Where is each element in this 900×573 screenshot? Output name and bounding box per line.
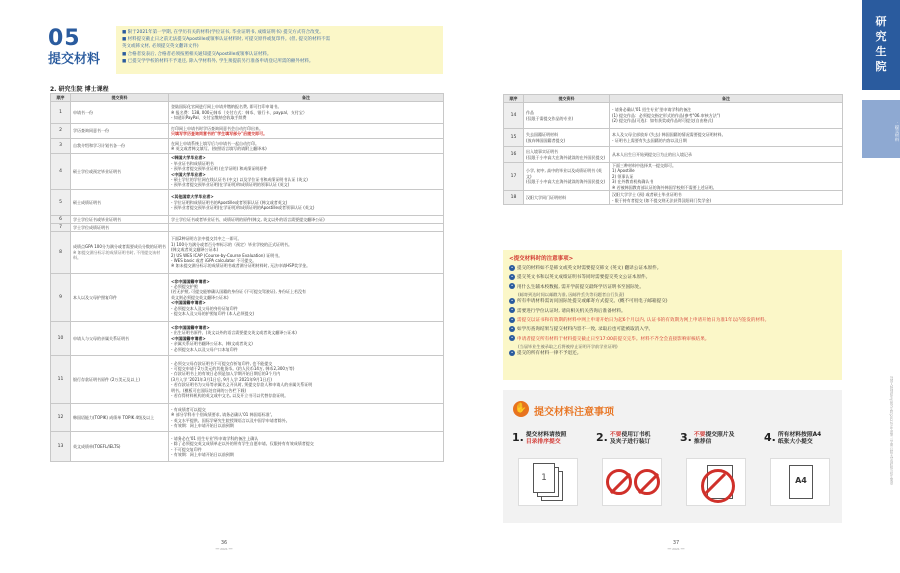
row-number: 7: [51, 224, 71, 232]
remark-line: - 硕士学位的学位网在线认证书 (中文) 以及学位证书和成绩证明书认证 (英文): [171, 176, 308, 182]
remark-line: 下面2种证明方法中提交其中之一即可。: [171, 236, 242, 242]
attention-item: [509, 335, 836, 344]
row-number: 10: [51, 322, 71, 356]
side-tab-materials: · 提交材料: [862, 100, 900, 158]
remark-line: - 出生证明书原件、(英文以外的语言需要提交英文或者英文翻译公证本): [171, 330, 297, 336]
item-name: 硕士学位或预定毕业证明书: [73, 168, 121, 174]
rule-line1: 所有材料按照A4: [777, 432, 822, 438]
row-number: 17: [504, 163, 524, 191]
attention-item: [509, 297, 836, 306]
remark-line: - 必须提交本人及父母的身份证复印件: [171, 305, 238, 311]
materials-table-right: [503, 94, 843, 205]
item-cell: [524, 147, 610, 163]
rule-number: 3.: [680, 431, 692, 444]
rule-number: 2.: [596, 431, 608, 444]
row-number: 3: [51, 139, 71, 154]
remark-line: - 预毕业者提交预毕业证明(在学证明)和成绩证明的Apostille或者领事认证 (英文): [171, 205, 315, 211]
item-name: 申请人与父母的亲属关系证明书: [73, 335, 129, 341]
attention-box: [503, 250, 842, 380]
item-cell: [524, 163, 610, 191]
col-header-remarks: 备注: [610, 95, 843, 103]
remarks-cell: [169, 274, 444, 322]
col-header-no: 顺序: [504, 95, 524, 103]
remarks-cell: [169, 322, 444, 356]
attention-item: [509, 273, 836, 282]
remark-line: - 学位证明和成绩证明书的Apostille或者领事认证 (韩文或者英文): [171, 199, 288, 205]
item-line: (仅限于小中高大在海外就读的海外国民提交): [526, 179, 606, 185]
table-row: [51, 154, 444, 190]
item-line: (仅限于小中高大在海外就读的在外国民提交): [526, 154, 606, 160]
row-number: 12: [51, 404, 71, 432]
item-cell: [71, 224, 169, 232]
header-note: ■ 合格者发表后, 合格者必须按照相关通知提交Apostille或领事认证材料。: [122, 51, 272, 57]
row-number: 2: [51, 124, 71, 139]
row-number: 1: [51, 102, 71, 124]
attention-text: 申请者提交所有材料于材料提交截止日至17:00前提交完毕。材料不齐全会直接影响审核结果。: [517, 336, 710, 342]
row-number: 5: [51, 190, 71, 216]
rule-line2: 纸张大小提交: [777, 439, 813, 445]
item-cell: [71, 124, 169, 139]
item-name: 硕士成绩证明书: [73, 199, 101, 205]
remark-line: 2) US WES ICAP (Course-by-Course Evaluation) 证明书。: [171, 252, 283, 258]
a4-paper-icon: [770, 458, 830, 506]
table-subheading: 2. 研究生院 博士课程: [50, 86, 109, 93]
attention-text: 提交的材料如不是韩文或英文时需要提交韩文 (英文) 翻译公证本原件。: [517, 266, 662, 271]
side-vertical-text: 外国人特别招生(研究生院)2021学年度第一学期 汉阳大学国际处 招生简章: [889, 376, 893, 485]
header-notes-box: [116, 26, 443, 74]
row-number: 15: [504, 129, 524, 147]
attention-item: [509, 307, 836, 316]
a4-label: A4: [795, 476, 807, 485]
remark-line: - 必须提交护照: [171, 283, 198, 289]
remarks-cell: [169, 432, 444, 462]
remark-line: - 毕业证书和成绩证明书: [171, 160, 214, 166]
stacked-papers-icon: 1: [518, 458, 578, 506]
table-row: [504, 103, 843, 129]
remark-line: - 不可提交复印件: [171, 446, 202, 452]
item-name: 英文成绩单(TOEFL/IELTS): [73, 443, 121, 449]
row-number: 6: [51, 216, 71, 224]
rule-3: 3. 不要提交照片及 推荐信: [680, 432, 758, 446]
remark-line: 只填写学历查询同意书的"学生填写部分"后提交即可。: [171, 131, 268, 136]
item-line: 汉阳大学同门证明材料: [526, 194, 566, 200]
table-row: [51, 274, 444, 322]
attention-title: <提交材料时的注意事项>: [509, 256, 574, 262]
remark-line: - 有成绩者可以提交: [171, 406, 206, 412]
materials-table-left: [50, 93, 444, 462]
remark-line: - WES basic 或者 iGPA calculator 不可提交。: [171, 257, 257, 263]
item-line: 出入境事实证明书: [526, 149, 558, 155]
item-cell: [71, 322, 169, 356]
rule-line2: 目录排序提交: [525, 439, 561, 445]
remark-line: - 可提交申请于2万美元的其他货币。(约人民币14万, 韩币2,300万等): [171, 365, 295, 371]
no-photo-icon: [686, 458, 746, 506]
bullet-icon: •: [510, 297, 514, 303]
attention-text: 需提交以证书和有效期的材料中网上申请开始日为起6个月以内, 认证书的有效期为网上申请开始日为准1年以内签发的材料。: [517, 318, 770, 324]
remarks-cell: [610, 103, 843, 129]
rule-line2: 及夹子进行装订: [609, 439, 651, 445]
remark-line: 英文则必须提交英文翻译公证本): [171, 294, 229, 300]
remarks-cell: [610, 147, 843, 163]
remark-line: - 请务必确认'01 招生专业'里申请学科的备注: [612, 107, 692, 113]
remark-line: - 预毕业者提交预毕业证明(在学证明)和成绩证明的领事认证 (英文): [171, 182, 290, 188]
table-row: [504, 129, 843, 147]
item-note: ※ 如提交满分标示的成绩证明书时, 不用提交该材料。: [73, 249, 161, 261]
item-cell: [524, 129, 610, 147]
item-cell: [524, 103, 610, 129]
bullet-icon: •: [510, 273, 514, 279]
table-row: [51, 102, 444, 124]
remark-line: (韩文或者英文翻译公证本): [171, 247, 219, 253]
item-line: (仅限于需提交作品的专业): [526, 115, 574, 121]
attention-item: [509, 325, 836, 334]
remark-line: (若无护照, 可提交能够确认国籍的身份证 (不可提交驾驶证), 身份证上若没有: [171, 289, 307, 295]
remarks-cell: [610, 129, 843, 147]
remark-line: 1) Apostille: [612, 168, 635, 174]
attention-item: [509, 349, 836, 358]
remarks-cell: [169, 356, 444, 404]
attention-text: 提交的所有材料一律不予退还。: [517, 351, 582, 357]
remark-line: <中国国籍申请者>: [171, 335, 206, 341]
item-line: 作品: [526, 110, 534, 116]
item-name: 申请书一份: [73, 109, 93, 115]
page-number-left: 36: [220, 540, 228, 546]
item-cell: [524, 191, 610, 205]
remark-line: <非中国国籍申请者>: [171, 278, 210, 284]
attention-subnote: (当届毕业生被录取之后将被停止证明开学前学业证明): [518, 344, 618, 350]
remark-line: 汉阳大学学士 (预) 或者硕士毕业证明书: [612, 192, 682, 198]
remark-line: 登陆国际化官网进行网上申请并缴纳报名费, 即可打印申请书。: [171, 104, 282, 110]
remark-line: 3) 在外教育机构确认书: [612, 179, 654, 185]
remark-line: - 必须交父母存款证明书不可提交存折复印件, 也不能提交: [171, 360, 273, 366]
remark-line: - 英文水平提供。国际学研究生院授课语言以及中国学申请者除外。: [171, 417, 290, 423]
item-cell: [71, 432, 169, 462]
item-cell: [71, 232, 169, 274]
remark-line: - 有效期：网上申请开始日以前到期: [171, 451, 234, 457]
table-row: [51, 139, 444, 154]
table-row: [51, 224, 444, 232]
item-cell: [71, 216, 169, 224]
attention-subnote: (邮寄到达时间以邮戳为准, 因邮件丢失等问题者自行负责): [518, 292, 625, 298]
remarks-cell: [169, 232, 444, 274]
table-row: [51, 216, 444, 224]
remark-line: - 若存得材料机构的英文或中文名, 以及开立书可以代替存款证明。: [171, 393, 289, 399]
header-note: 英文或韩文材, 必须提交英文翻译文件): [122, 44, 199, 50]
table-row: [51, 356, 444, 404]
remark-line: <中国大学毕业者>: [171, 171, 206, 177]
attention-text: 需要进行学位认证时, 请向相关机关咨询后准备材料。: [517, 308, 626, 314]
remark-line: <非中国国籍申请者>: [171, 324, 210, 330]
table-row: [51, 232, 444, 274]
remark-line: 打印网上申请书时学历查询同意书会自动打印出来。: [171, 125, 263, 131]
remark-line: ※ 英文或者韩文填写。(按照语言填写的请附上翻译本): [171, 146, 267, 151]
item-cell: [71, 356, 169, 404]
page-number-left-sub: ━━ 2021 ━━: [215, 547, 233, 551]
warning-title: 提交材料注意事项: [534, 407, 614, 418]
no-stapler-icon: [602, 458, 662, 506]
row-number: 13: [51, 432, 71, 462]
remark-line: - 必须提交本人以及父母户口本复印件: [171, 346, 238, 352]
remark-line: (3月入学 '2021年3月1日后, 9月入学 2021年9月1日后): [171, 376, 272, 382]
attention-text: 提交英文书和以英文成绩证明书等同时需要提交英文公证本原件。: [517, 275, 651, 281]
attention-text: 所有申请材料需访问国际处提交或邮寄方式提交。(概不可用电子邮箱提交): [517, 299, 668, 305]
remark-line: 学士学位证书或者毕业证书、成绩证明的原件(韩文, 英文以外的语言需要提交翻译公证): [171, 216, 325, 222]
remark-line: 下面三种材料中选择其一提交即可。: [612, 163, 676, 168]
item-name: 学士学位证书或毕业证明书: [73, 216, 121, 222]
page-number-right: 37: [672, 540, 680, 546]
remarks-cell: [169, 139, 444, 154]
col-header-item: 提交资料: [524, 95, 610, 103]
remark-line: 明书。(模板可在国际处官网的公告栏下载): [171, 387, 247, 393]
remark-line: - 有效期：网上申请开始日以前到期: [171, 422, 234, 428]
remarks-cell: [169, 224, 444, 232]
col-header-remarks: 备注: [169, 94, 444, 102]
bullet-icon: •: [510, 316, 514, 322]
remark-line: 在网上申请系统上填写后与申请书一起自动打印。: [171, 140, 259, 146]
table-row: [504, 147, 843, 163]
remark-line: <其他国家大学毕业者>: [171, 194, 214, 200]
item-cell: [71, 190, 169, 216]
remarks-cell: [169, 216, 444, 224]
bullet-icon: •: [510, 307, 514, 313]
header-note: ■ 材料提交截止日之前无法提交Apostille或领事认证材料时, 可提交原件或复印件。(但, 提交的材料不需: [122, 37, 330, 43]
remark-line: <韩国大学毕业者>: [171, 155, 206, 161]
table-row: [51, 124, 444, 139]
item-name: 成绩点GPA 100分为满分或者需要成员分数的证明书: [73, 244, 166, 250]
remark-line: - 限于持有者提交 (如不提交则无法获得汉阳同门奖学金): [612, 197, 712, 203]
row-number: 14: [504, 103, 524, 129]
remark-line: (1) 提交作品：必须提交指定形式的作品(参考"06.审核方法"): [612, 112, 721, 118]
attention-text: 用什么生辅本校数据, 需开学前提交最终学历证明书至国际处。: [517, 284, 644, 290]
item-name: 银行存款证明书原件 (2万美元及以上): [73, 376, 140, 382]
item-name: 自我介绍和学习计划书各一份: [73, 143, 125, 149]
table-row: [51, 190, 444, 216]
table-row: [51, 432, 444, 462]
remarks-cell: [169, 154, 444, 190]
remark-line: - 提交本人及父母的护照复印件 (本人必须提交): [171, 311, 255, 317]
attention-item: [509, 264, 836, 273]
remarks-cell: [610, 191, 843, 205]
remark-line: - 亲属关系证明书翻译公证本、(韩文或者英文): [171, 341, 253, 347]
remark-line: - 除了必须提交英文成绩单走以外的所有学生自愿申请。仅限持有有效成绩者提交: [171, 441, 314, 447]
bullet-icon: •: [510, 325, 514, 331]
item-cell: [71, 102, 169, 124]
remark-line: - 证明书上需要有失去国籍的内容以及日期: [612, 137, 687, 143]
side-tab-graduate: 研 究 生 院: [862, 0, 900, 90]
remark-line: 2) 领事认证: [612, 173, 634, 179]
remark-line: ※ 报名费：138, 000元韩币（支付方式：韩币、银行卡、paypal、支付宝）: [171, 109, 307, 115]
table-row: [51, 404, 444, 432]
rule-4: [764, 431, 842, 485]
rule-number: 4.: [764, 431, 776, 444]
row-number: 18: [504, 191, 524, 205]
item-cell: [71, 154, 169, 190]
row-number: 11: [51, 356, 71, 404]
remark-line: - 请务必在'01 招生专业'所申请学科的备注上确认: [171, 435, 259, 441]
attention-item: [509, 283, 836, 292]
rule-2: 2. 不要使用订书机 及夹子进行装订: [596, 432, 674, 446]
remark-line: ※ 如未提交满分标示的成绩证明书或者满分证明材料时, 无法申请HSP奖学金。: [171, 263, 311, 269]
remark-line: (2) 提交作品(可选)：如有获奖或作品时可提交(自由格式): [612, 118, 714, 124]
remark-line: 1) 100分为满分或者百分率标示的（预定）毕业学校的正式证明书。: [171, 241, 293, 247]
remark-line: - 预毕业者提交预毕业证明 (在学证明) 和成绩证明原件: [171, 166, 268, 172]
remarks-cell: [169, 102, 444, 124]
remark-line: 从本人出生日开始到提交日为止的出入境记录: [612, 151, 692, 157]
attention-text: 如学历查询结果与提交材料内容不一致, 录取后也可能被取消入学。: [517, 327, 654, 333]
row-number: 9: [51, 274, 71, 322]
item-line: (放弃韩国国籍者提交): [526, 137, 566, 143]
bullet-icon: •: [510, 349, 514, 355]
col-header-item: 提交资料: [71, 94, 169, 102]
row-number: 4: [51, 154, 71, 190]
item-name: 本人以及父母护照复印件: [73, 294, 117, 300]
remark-line: 本人及父母全部放弃 (失去) 韩国国籍的情况需要提交证明材料。: [612, 132, 726, 138]
rule-1: [512, 431, 590, 483]
remark-line: <中国国籍申请者>: [171, 300, 206, 306]
header-note: ■ 限于2021年第一学期, 在学历有关的材料(学位证书, 毕业证明书, 成绩证明书) 提交方式符合改变。: [122, 30, 324, 35]
remark-line: ※ 若被韩国教育部认证的海外韩国学校则不需要上述证明。: [612, 184, 717, 190]
remark-line: ※ 部分学科专个别成绩要求, 请务必确认'01 韩国语标准'。: [171, 412, 275, 418]
remarks-cell: [169, 190, 444, 216]
rule-line1: 提交材料请按照: [525, 432, 567, 438]
item-name: 学士学位成绩证明书: [73, 224, 109, 230]
item-name: 学历查询同意书一份: [73, 128, 109, 134]
remarks-cell: [169, 124, 444, 139]
remarks-cell: [169, 404, 444, 432]
table-row: [504, 191, 843, 205]
bullet-icon: •: [510, 283, 514, 289]
attention-item: [509, 316, 836, 325]
bullet-icon: •: [510, 264, 514, 270]
page-number-right-sub: ━━ 2021 ━━: [667, 547, 685, 551]
bullet-icon: •: [510, 335, 514, 341]
item-name: 韩国语能力(TOPIK) 成绩单 TOPIK 4级及以上: [73, 414, 155, 420]
hand-stop-icon: ✋: [513, 401, 529, 417]
item-line: 小学, 初中, 高中的毕业以及成绩证明书 (英文): [526, 168, 602, 179]
header-note: ■ 已提交学学校的材料不予退还, 除入学材料外, 学生须提前另行准备申请登记所需的额外材料。: [122, 58, 314, 64]
remarks-cell: [610, 163, 843, 191]
rule-line2: 推荐信: [693, 439, 712, 445]
section-title: 提交材料: [48, 52, 101, 67]
section-number: 05: [48, 26, 81, 51]
rule-number: 1.: [512, 431, 524, 444]
remark-line: - 知道识PayPal、支付宝缴纳会收取手续费: [171, 115, 247, 121]
item-cell: [71, 274, 169, 322]
item-cell: [71, 139, 169, 154]
table-row: [51, 322, 444, 356]
col-header-no: 顺序: [51, 94, 71, 102]
row-number: 8: [51, 232, 71, 274]
remark-line: - 存款证明书上的有效日必须是加入学期开始日期后的3个月内: [171, 371, 281, 377]
item-line: 失去国籍证明材料: [526, 132, 558, 138]
row-number: 16: [504, 147, 524, 163]
remark-line: - 若存款证明书为父母等亲属名义开具时, 须提交存款人和申请人的亲属关系证明: [171, 382, 313, 388]
table-row: [504, 163, 843, 191]
item-cell: [71, 404, 169, 432]
